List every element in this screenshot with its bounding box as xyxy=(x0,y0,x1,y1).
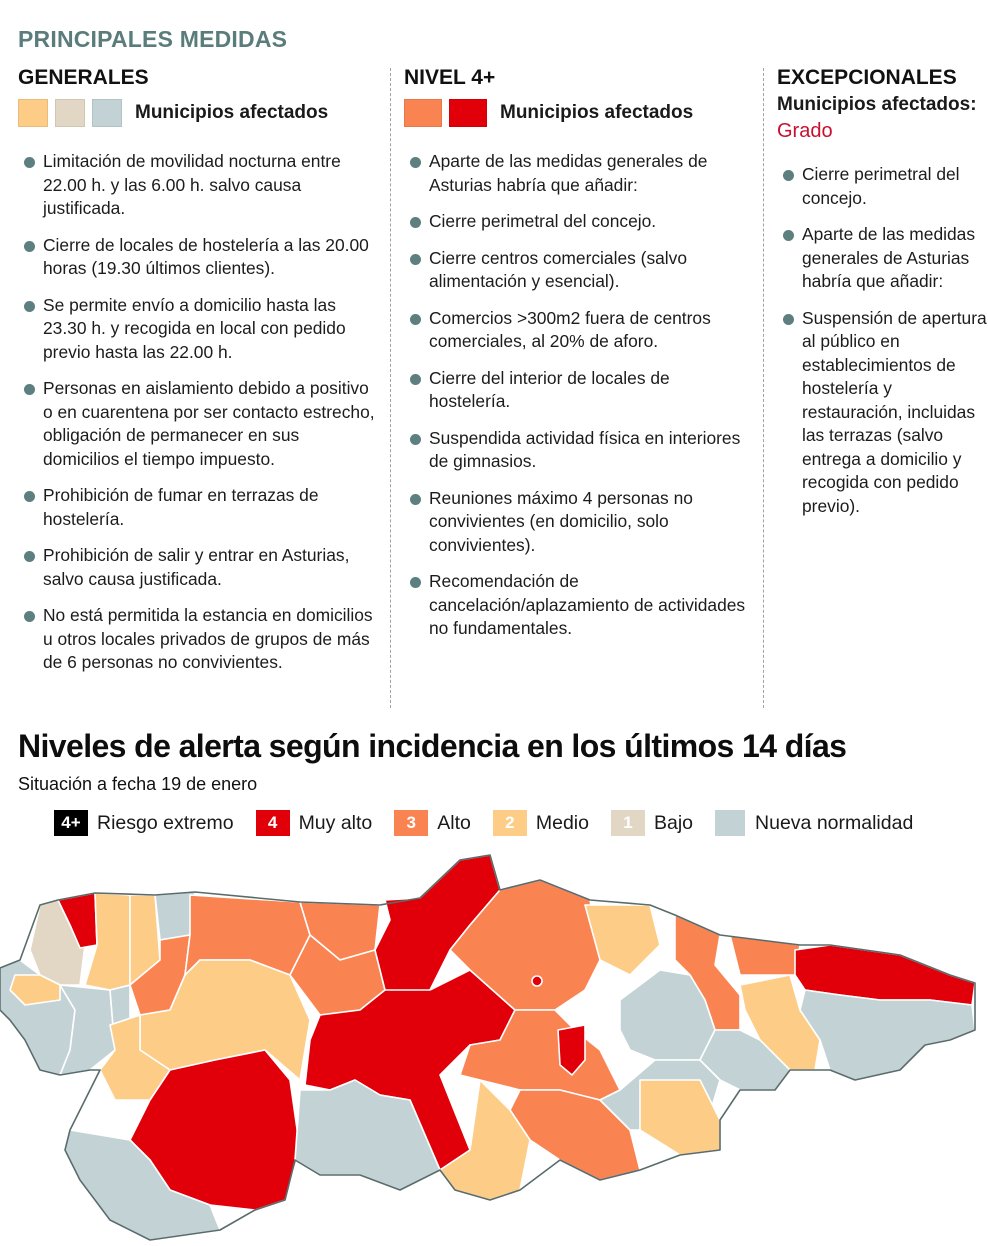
legend-swatch: 3 xyxy=(394,810,428,836)
column-heading: EXCEPCIONALES xyxy=(777,66,957,89)
municipio-name: Grado xyxy=(777,120,833,142)
map-subtitle: Situación a fecha 19 de enero xyxy=(18,774,258,794)
column-generales xyxy=(18,66,378,688)
swatch-level-4 xyxy=(449,99,487,127)
measure-item: Cierre de locales de hostelería a las 20.00 horas (19.30 últimos clientes). xyxy=(18,234,378,281)
column-heading: NIVEL 4+ xyxy=(404,66,496,89)
map-title: Niveles de alerta según incidencia en los últimos 14 días xyxy=(18,728,847,764)
measure-item: No está permitida la estancia en domicilios u otros locales privados de grupos de más de 6 personas no convivientes. xyxy=(18,604,378,675)
legend-label: Nueva normalidad xyxy=(755,811,914,834)
measure-item: Cierre perimetral del concejo. xyxy=(404,210,754,234)
map-legend xyxy=(54,810,935,836)
legend-swatch: 2 xyxy=(493,810,527,836)
legend-item xyxy=(54,810,234,836)
column-heading: GENERALES xyxy=(18,66,149,89)
column-nivel4 xyxy=(404,66,754,654)
map-region xyxy=(155,892,195,940)
legend-label: Medio xyxy=(535,811,589,834)
measure-list xyxy=(18,150,378,675)
map-svg xyxy=(0,845,988,1246)
legend-swatch: 4 xyxy=(256,810,290,836)
legend-label: Muy alto xyxy=(298,811,373,834)
measure-item: Cierre perimetral del concejo. xyxy=(777,163,987,210)
measure-item: Suspendida actividad física en interiores de gimnasios. xyxy=(404,427,754,474)
legend-item xyxy=(493,810,589,836)
measure-item: Cierre del interior de locales de hostelería. xyxy=(404,367,754,414)
measure-item: Aparte de las medidas generales de Asturias habría que añadir: xyxy=(404,150,754,197)
column-excepcionales xyxy=(777,66,987,531)
section-title: PRINCIPALES MEDIDAS xyxy=(18,26,288,52)
swatch-row xyxy=(18,98,378,128)
measure-list xyxy=(404,150,754,641)
swatch-level-2 xyxy=(18,99,48,127)
legend-swatch: 1 xyxy=(611,810,645,836)
legend-item xyxy=(394,810,471,836)
swatch-label: Municipios afectados xyxy=(500,102,694,123)
municipios-label: Municipios afectados: xyxy=(777,94,977,115)
measure-item: Aparte de las medidas generales de Asturias habría que añadir: xyxy=(777,223,987,294)
legend-label: Bajo xyxy=(654,811,694,834)
asturias-map xyxy=(0,845,988,1246)
legend-item xyxy=(715,810,913,836)
measure-list xyxy=(777,163,987,518)
map-region xyxy=(532,976,542,986)
measure-item: Recomendación de cancelación/aplazamiento de actividades no fundamentales. xyxy=(404,570,754,641)
measure-item: Se permite envío a domicilio hasta las 23.30 h. y recogida en local con pedido previo hasta las 22.00 h. xyxy=(18,294,378,365)
column-divider xyxy=(763,68,764,708)
measure-item: Prohibición de salir y entrar en Asturias, salvo causa justificada. xyxy=(18,544,378,591)
measure-item: Limitación de movilidad nocturna entre 22.00 h. y las 6.00 h. salvo causa justificada. xyxy=(18,150,378,221)
measure-item: Suspensión de apertura al público en establecimientos de hostelería y restauración, incluidas las terrazas (salvo entrega a domicilio y recogida con pedido previo). xyxy=(777,307,987,519)
measure-item: Reuniones máximo 4 personas no convivientes (en domicilio, solo convivientes). xyxy=(404,487,754,558)
map-region xyxy=(800,990,975,1080)
legend-swatch xyxy=(715,810,745,836)
swatch-row xyxy=(404,98,754,128)
measure-item: Cierre centros comerciales (salvo alimentación y esencial). xyxy=(404,247,754,294)
legend-swatch: 4+ xyxy=(54,810,88,836)
measure-item: Comercios >300m2 fuera de centros comerciales, al 20% de aforo. xyxy=(404,307,754,354)
swatch-nueva-normalidad xyxy=(92,99,122,127)
legend-label: Riesgo extremo xyxy=(97,811,234,834)
legend-item xyxy=(256,810,373,836)
legend-label: Alto xyxy=(437,811,471,834)
swatch-level-3 xyxy=(404,99,442,127)
swatch-label: Municipios afectados xyxy=(135,102,329,123)
measure-item: Prohibición de fumar en terrazas de hostelería. xyxy=(18,484,378,531)
measure-item: Personas en aislamiento debido a positivo o en cuarentena por ser contacto estrecho, obligación de permanecer en sus domicilios el tiempo impuesto. xyxy=(18,377,378,471)
legend-item xyxy=(611,810,693,836)
swatch-level-1 xyxy=(55,99,85,127)
column-divider xyxy=(390,68,391,708)
